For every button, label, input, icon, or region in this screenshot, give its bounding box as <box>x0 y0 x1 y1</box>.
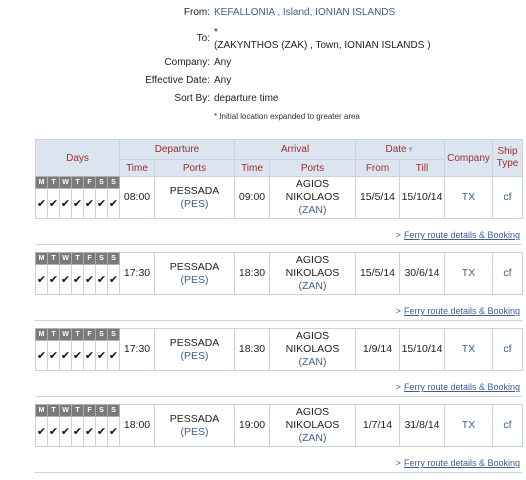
day-check-icon: ✔ <box>36 265 48 295</box>
day-check-icon: ✔ <box>108 417 120 447</box>
departure-port-code: (PES) <box>180 197 209 210</box>
day-letter: M <box>36 253 48 265</box>
ship-type-code[interactable]: cf <box>493 329 523 371</box>
row-separator <box>35 472 522 473</box>
day-check-icon: ✔ <box>108 341 120 371</box>
to-star: * <box>214 27 218 38</box>
arrival-time: 09:00 <box>235 177 270 219</box>
day-check-icon: ✔ <box>84 341 96 371</box>
arrival-port-code: (ZAN) <box>298 204 327 216</box>
day-check-icon: ✔ <box>96 341 108 371</box>
ship-type-header <box>493 140 523 177</box>
ferry-route-details-link[interactable] <box>396 230 520 240</box>
ferry-route-details-link[interactable] <box>396 382 520 392</box>
day-letter: M <box>36 329 48 341</box>
date-till: 30/6/14 <box>400 253 445 295</box>
sort-arrow-icon[interactable]: ▼ <box>406 145 415 154</box>
ship-type-code[interactable]: cf <box>493 405 523 447</box>
sort-by-value: departure time <box>214 93 279 104</box>
day-check-icon: ✔ <box>60 189 72 219</box>
ship-type-header-line1: Ship <box>497 146 518 157</box>
ferry-route-details-link[interactable] <box>396 306 520 316</box>
day-check-icon: ✔ <box>96 265 108 295</box>
arrival-time: 18:30 <box>235 329 270 371</box>
date-from: 15/5/14 <box>356 177 400 219</box>
results-header <box>35 139 523 177</box>
from-label: From: <box>183 7 210 18</box>
day-letter: T <box>48 405 60 417</box>
ship-type-code[interactable]: cf <box>493 253 523 295</box>
departure-header: Departure <box>120 140 235 160</box>
result-row <box>35 176 523 219</box>
date-from: 1/7/14 <box>356 405 400 447</box>
departure-ports-header: Ports <box>155 160 235 177</box>
day-check-icon: ✔ <box>84 265 96 295</box>
arrival-port-name-line1: AGIOS <box>295 178 330 190</box>
arrival-port-name-line2: NIKOLAOS <box>285 343 340 355</box>
company-code[interactable]: TX <box>445 405 493 447</box>
effective-date-label: Effective Date: <box>145 75 210 86</box>
expanded-area-note: * Initial location expanded to greater area <box>214 112 360 121</box>
date-from: 15/5/14 <box>356 253 400 295</box>
day-letter: T <box>72 405 84 417</box>
company-header: Company <box>445 140 493 177</box>
day-letter: F <box>84 329 96 341</box>
day-letter: S <box>96 405 108 417</box>
arrival-port-name-line1: AGIOS <box>295 330 330 342</box>
arrival-time: 18:30 <box>235 253 270 295</box>
day-check-icon: ✔ <box>96 417 108 447</box>
arrival-port-name-line2: NIKOLAOS <box>285 419 340 431</box>
day-letter: W <box>60 405 72 417</box>
departure-time: 17:30 <box>120 329 155 371</box>
ferry-route-details-link[interactable] <box>396 458 520 468</box>
departure-time: 18:00 <box>120 405 155 447</box>
day-letter: T <box>72 177 84 189</box>
day-letter: W <box>60 177 72 189</box>
day-letter: W <box>60 253 72 265</box>
to-label: To: <box>196 33 210 44</box>
departure-port-name: PESSADA <box>169 184 220 197</box>
date-till: 31/8/14 <box>400 405 445 447</box>
arrival-port-code: (ZAN) <box>298 432 327 444</box>
arrival-port <box>270 177 356 219</box>
day-check-icon: ✔ <box>72 341 84 371</box>
day-check-icon: ✔ <box>72 417 84 447</box>
day-check-icon: ✔ <box>48 417 60 447</box>
arrival-time-header: Time <box>235 160 270 177</box>
to-row <box>0 26 526 52</box>
day-letter: T <box>48 177 60 189</box>
day-check-icon: ✔ <box>48 265 60 295</box>
day-check-icon: ✔ <box>36 189 48 219</box>
arrival-port <box>270 253 356 295</box>
departure-port <box>155 253 235 295</box>
departure-port <box>155 177 235 219</box>
date-till: 15/10/14 <box>400 177 445 219</box>
ferry-route-details-label[interactable]: Ferry route details & Booking <box>403 382 520 392</box>
row-separator <box>35 396 522 397</box>
company-code[interactable]: TX <box>445 177 493 219</box>
departure-time: 17:30 <box>120 253 155 295</box>
departure-port-code: (PES) <box>180 425 209 438</box>
day-letter: F <box>84 405 96 417</box>
row-separator <box>35 244 522 245</box>
link-arrow-icon: > <box>395 306 401 316</box>
day-check-icon: ✔ <box>36 417 48 447</box>
departure-port-name: PESSADA <box>169 412 220 425</box>
days-header: Days <box>36 140 120 177</box>
from-region-link[interactable]: IONIAN ISLANDS <box>315 7 396 18</box>
day-letter: S <box>108 253 120 265</box>
date-header[interactable] <box>356 140 445 160</box>
departure-port-name: PESSADA <box>169 260 220 273</box>
day-check-icon: ✔ <box>60 265 72 295</box>
day-check-icon: ✔ <box>96 189 108 219</box>
company-value: Any <box>214 57 232 68</box>
day-letter: F <box>84 177 96 189</box>
sort-by-label: Sort By: <box>174 93 210 104</box>
from-type: , Island, <box>274 7 316 18</box>
result-row <box>35 252 523 295</box>
day-check-icon: ✔ <box>48 189 60 219</box>
day-check-icon: ✔ <box>108 265 120 295</box>
day-check-icon: ✔ <box>48 341 60 371</box>
link-arrow-icon: > <box>395 230 401 240</box>
day-letter: S <box>108 329 120 341</box>
day-check-icon: ✔ <box>84 417 96 447</box>
day-letter: W <box>60 329 72 341</box>
day-letter: T <box>72 253 84 265</box>
effective-date-row <box>0 74 526 88</box>
date-from-header: From <box>356 160 400 177</box>
departure-time: 08:00 <box>120 177 155 219</box>
day-letter: T <box>48 253 60 265</box>
company-code[interactable]: TX <box>445 253 493 295</box>
day-check-icon: ✔ <box>108 189 120 219</box>
date-till: 15/10/14 <box>400 329 445 371</box>
date-from: 1/9/14 <box>356 329 400 371</box>
day-letter: S <box>96 253 108 265</box>
departure-port-name: PESSADA <box>169 336 220 349</box>
sort-by-row <box>0 92 526 106</box>
departure-time-header: Time <box>120 160 155 177</box>
day-check-icon: ✔ <box>36 341 48 371</box>
ferry-route-details-label[interactable]: Ferry route details & Booking <box>403 230 520 240</box>
ship-type-code[interactable]: cf <box>493 177 523 219</box>
day-check-icon: ✔ <box>72 265 84 295</box>
day-check-icon: ✔ <box>60 417 72 447</box>
arrival-port-code: (ZAN) <box>298 356 327 368</box>
day-letter: T <box>72 329 84 341</box>
link-arrow-icon: > <box>395 382 401 392</box>
arrival-header: Arrival <box>235 140 356 160</box>
day-check-icon: ✔ <box>84 189 96 219</box>
day-letter: T <box>48 329 60 341</box>
from-row <box>0 6 526 20</box>
day-letter: M <box>36 405 48 417</box>
day-letter: M <box>36 177 48 189</box>
arrival-port-code: (ZAN) <box>298 280 327 292</box>
day-letter: F <box>84 253 96 265</box>
date-header-label: Date <box>385 144 407 155</box>
company-row <box>0 56 526 70</box>
day-letter: S <box>108 177 120 189</box>
arrival-port-name-line1: AGIOS <box>295 406 330 418</box>
departure-port <box>155 405 235 447</box>
day-check-icon: ✔ <box>60 341 72 371</box>
day-letter: S <box>108 405 120 417</box>
arrival-time: 19:00 <box>235 405 270 447</box>
ship-type-header-line2: Type <box>496 158 519 169</box>
company-code[interactable]: TX <box>445 329 493 371</box>
arrival-port-name-line2: NIKOLAOS <box>285 191 340 203</box>
departure-port-code: (PES) <box>180 273 209 286</box>
result-row <box>35 404 523 447</box>
day-check-icon: ✔ <box>72 189 84 219</box>
ferry-route-details-label[interactable]: Ferry route details & Booking <box>403 458 520 468</box>
row-separator <box>35 320 522 321</box>
result-row <box>35 328 523 371</box>
from-place-link[interactable]: KEFALLONIA <box>214 7 275 18</box>
day-letter: S <box>96 177 108 189</box>
arrival-ports-header: Ports <box>270 160 356 177</box>
from-value <box>214 6 395 20</box>
arrival-port-name-line2: NIKOLAOS <box>285 267 340 279</box>
to-destination: (ZAKYNTHOS (ZAK) , Town, IONIAN ISLANDS ) <box>214 40 431 51</box>
link-arrow-icon: > <box>395 458 401 468</box>
company-label: Company: <box>164 57 210 68</box>
arrival-port-name-line1: AGIOS <box>295 254 330 266</box>
ferry-route-details-label[interactable]: Ferry route details & Booking <box>403 306 520 316</box>
departure-port-code: (PES) <box>180 349 209 362</box>
arrival-port <box>270 329 356 371</box>
arrival-port <box>270 405 356 447</box>
to-value <box>214 26 431 52</box>
effective-date-value: Any <box>214 75 232 86</box>
day-letter: S <box>96 329 108 341</box>
date-till-header: Till <box>400 160 445 177</box>
departure-port <box>155 329 235 371</box>
